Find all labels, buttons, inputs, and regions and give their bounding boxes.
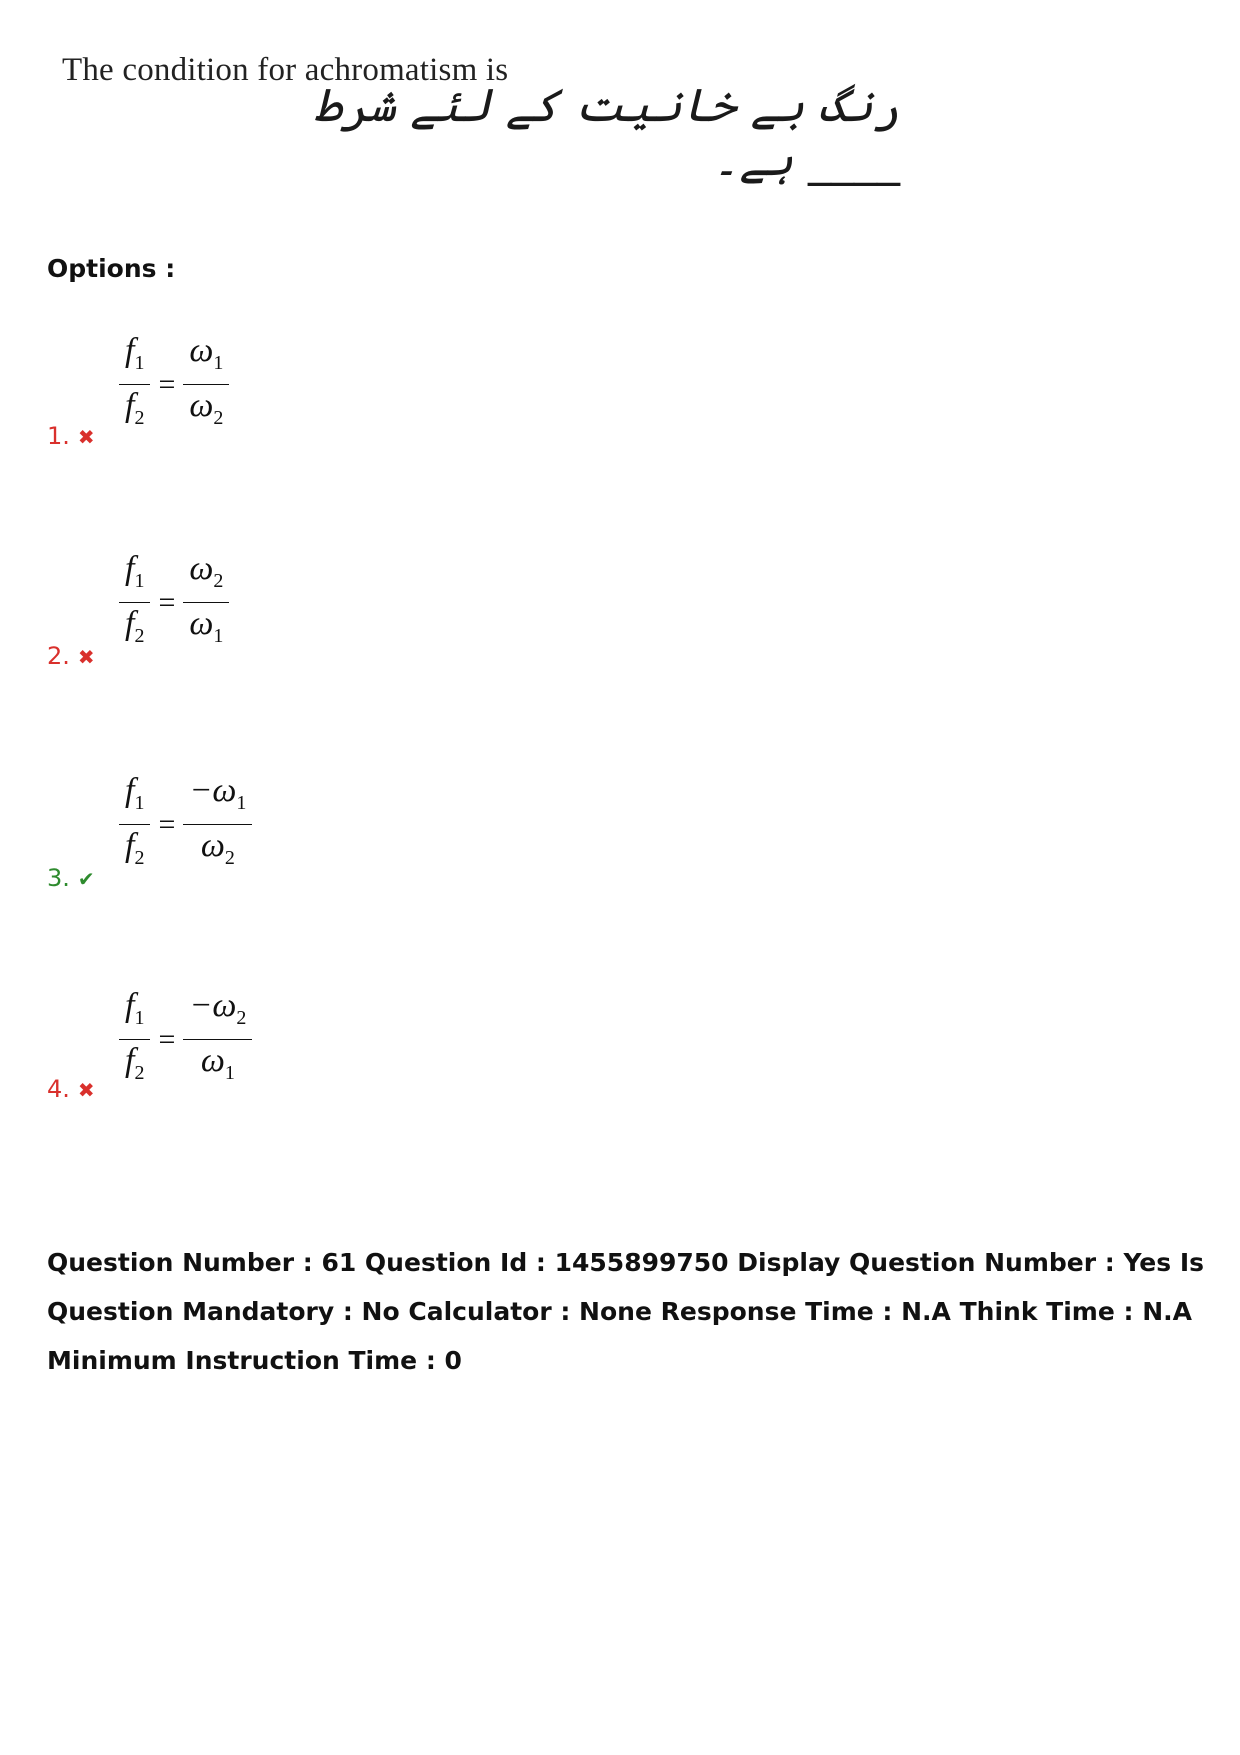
check-icon: ✔ — [77, 867, 95, 891]
option-4-marker: 4. ✖ — [47, 1075, 95, 1103]
cross-icon: ✖ — [77, 1078, 95, 1102]
option-2-formula: $\frac{f_1}{f_2}$ = $\frac{\omega_2}{\omega_1}$ — [119, 548, 229, 657]
cross-icon: ✖ — [77, 645, 95, 669]
option-3-marker: 3. ✔ — [47, 864, 95, 892]
question-metadata: Question Number : 61 Question Id : 1455899750 Display Question Number : Yes Is Question Mandatory : No Calculator : None Response Time : N.A Think Time : N.A Minimum Instruction Time : 0 — [47, 1248, 1205, 1375]
option-1-marker: 1. ✖ — [47, 422, 95, 450]
option-4-formula: $\frac{f_1}{f_2}$ = $\frac{-\omega_2}{\omega_1}$ — [119, 985, 252, 1094]
option-1-formula: $\frac{f_1}{f_2}$ = $\frac{\omega_1}{\omega_2}$ — [119, 330, 229, 439]
options-label: Options : — [47, 254, 176, 283]
option-3-formula: $\frac{f_1}{f_2}$ = $\frac{-\omega_1}{\omega_2}$ — [119, 770, 252, 879]
question-text-english: The condition for achromatism is — [62, 52, 509, 88]
option-2-marker: 2. ✖ — [47, 642, 95, 670]
question-text-urdu: رنگ بے خانیت کے لئے شرط ____ ہے۔ — [314, 78, 900, 186]
cross-icon: ✖ — [77, 425, 95, 449]
